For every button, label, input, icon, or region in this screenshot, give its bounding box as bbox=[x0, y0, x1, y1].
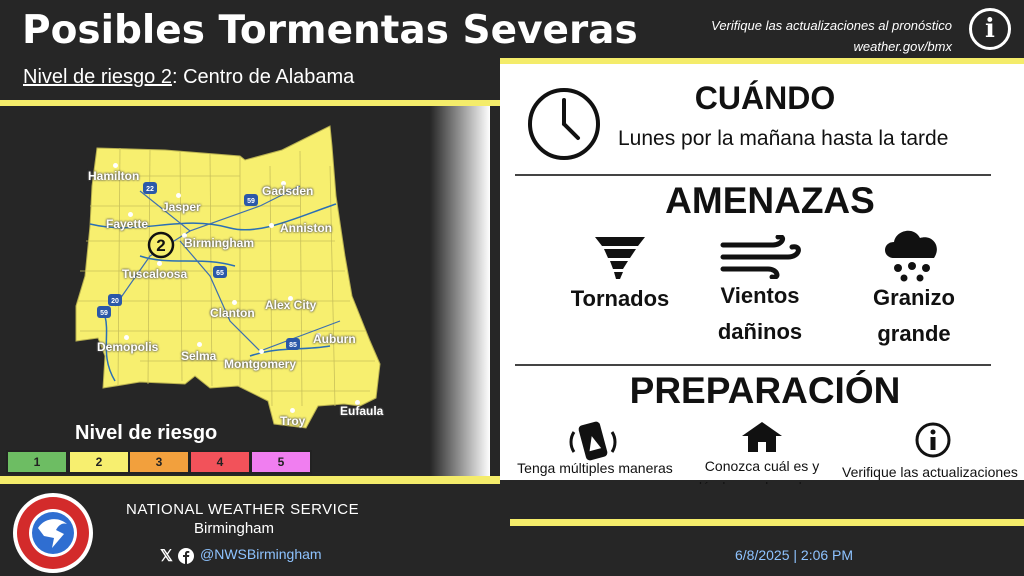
city-jasper: Jasper bbox=[162, 200, 201, 214]
city-tuscaloosa: Tuscaloosa bbox=[122, 267, 188, 281]
city-troy: Troy bbox=[280, 414, 306, 428]
clock-icon bbox=[526, 86, 602, 162]
phone-alert-icon bbox=[568, 420, 618, 462]
highway-85: 85 bbox=[289, 342, 297, 349]
timestamp: 6/8/2025 | 2:06 PM bbox=[735, 547, 854, 563]
prep-line: Tenga múltiples maneras bbox=[517, 460, 673, 476]
threats-title: AMENAZAS bbox=[665, 180, 875, 221]
when-title: CUÁNDO bbox=[694, 80, 836, 116]
threat-winds: Vientos bbox=[720, 283, 800, 308]
social-handle[interactable]: @NWSBirmingham bbox=[200, 546, 322, 562]
facebook-icon[interactable] bbox=[178, 548, 194, 564]
threat-hail: Granizo bbox=[873, 285, 955, 310]
highway-20: 20 bbox=[111, 298, 119, 305]
alabama-risk-map bbox=[0, 106, 480, 476]
legend-title: Nivel de riesgo bbox=[75, 422, 218, 444]
footer-bar bbox=[0, 484, 1024, 576]
city-dot bbox=[176, 193, 181, 198]
wind-icon bbox=[718, 235, 804, 279]
risk-subtitle bbox=[23, 66, 354, 89]
info-icon[interactable]: i bbox=[969, 8, 1011, 50]
city-fayette: Fayette bbox=[106, 217, 149, 231]
accent-stripe bbox=[510, 519, 1024, 526]
city-clanton: Clanton bbox=[210, 306, 255, 320]
verify-line: Verifique las actualizaciones al pronóstico bbox=[711, 18, 952, 33]
legend-level-4: 4 bbox=[189, 450, 251, 474]
risk-badge-number: 2 bbox=[156, 236, 166, 255]
threat-hail-line2: grande bbox=[877, 321, 951, 346]
legend-level-5: 5 bbox=[250, 450, 312, 474]
office-name: Birmingham bbox=[194, 520, 275, 537]
when-text: Lunes por la mañana hasta la tarde bbox=[618, 127, 949, 150]
highway-59: 59 bbox=[247, 198, 255, 205]
highway-59-south: 59 bbox=[100, 310, 108, 317]
city-dot bbox=[290, 408, 295, 413]
city-hamilton: Hamilton bbox=[88, 169, 140, 183]
divider bbox=[515, 174, 991, 176]
city-anniston: Anniston bbox=[280, 221, 332, 235]
city-alex-city: Alex City bbox=[265, 298, 317, 312]
highway-22: 22 bbox=[146, 186, 154, 193]
threat-label bbox=[850, 280, 978, 352]
legend-level-2: 2 bbox=[68, 450, 130, 474]
city-montgomery: Montgomery bbox=[224, 357, 296, 371]
city-dot bbox=[232, 300, 237, 305]
city-dot bbox=[269, 223, 274, 228]
accent-stripe bbox=[0, 476, 500, 484]
accent-stripe bbox=[490, 58, 1024, 64]
city-dot bbox=[259, 349, 264, 354]
threat-label bbox=[560, 281, 680, 317]
region-label: : Centro de Alabama bbox=[171, 66, 355, 88]
website-link[interactable]: weather.gov/bmx bbox=[853, 39, 952, 54]
legend-level-3: 3 bbox=[128, 450, 190, 474]
city-dot bbox=[157, 261, 162, 266]
prep-title: PREPARACIÓN bbox=[629, 370, 901, 411]
city-dot bbox=[197, 342, 202, 347]
tornado-icon bbox=[590, 232, 650, 282]
nws-logo bbox=[12, 492, 94, 574]
page-title: Posibles Tormentas Severas bbox=[22, 8, 638, 53]
divider bbox=[515, 364, 991, 366]
prep-line: Conozca cuál es y bbox=[704, 458, 820, 474]
prep-line: Verifique las actualizaciones bbox=[842, 464, 1018, 480]
city-auburn: Auburn bbox=[313, 332, 356, 346]
city-eufaula: Eufaula bbox=[340, 404, 384, 418]
hail-icon bbox=[880, 224, 944, 282]
city-gadsden: Gadsden bbox=[262, 184, 314, 198]
city-demopolis: Demopolis bbox=[97, 340, 159, 354]
org-name: NATIONAL WEATHER SERVICE bbox=[126, 501, 360, 518]
threat-label bbox=[695, 278, 825, 350]
info-icon bbox=[914, 421, 952, 459]
city-birmingham: Birmingham bbox=[184, 236, 255, 250]
house-icon bbox=[740, 420, 784, 454]
highway-65: 65 bbox=[216, 270, 224, 277]
verify-updates-text[interactable] bbox=[711, 15, 952, 57]
risk-level-label: Nivel de riesgo 2 bbox=[23, 66, 172, 88]
city-selma: Selma bbox=[181, 349, 217, 363]
legend-level-1: 1 bbox=[6, 450, 68, 474]
threat-tornados: Tornados bbox=[570, 286, 670, 311]
x-icon[interactable]: 𝕏 bbox=[160, 548, 173, 565]
city-dot bbox=[113, 163, 118, 168]
threat-winds-line2: dañinos bbox=[717, 319, 803, 344]
